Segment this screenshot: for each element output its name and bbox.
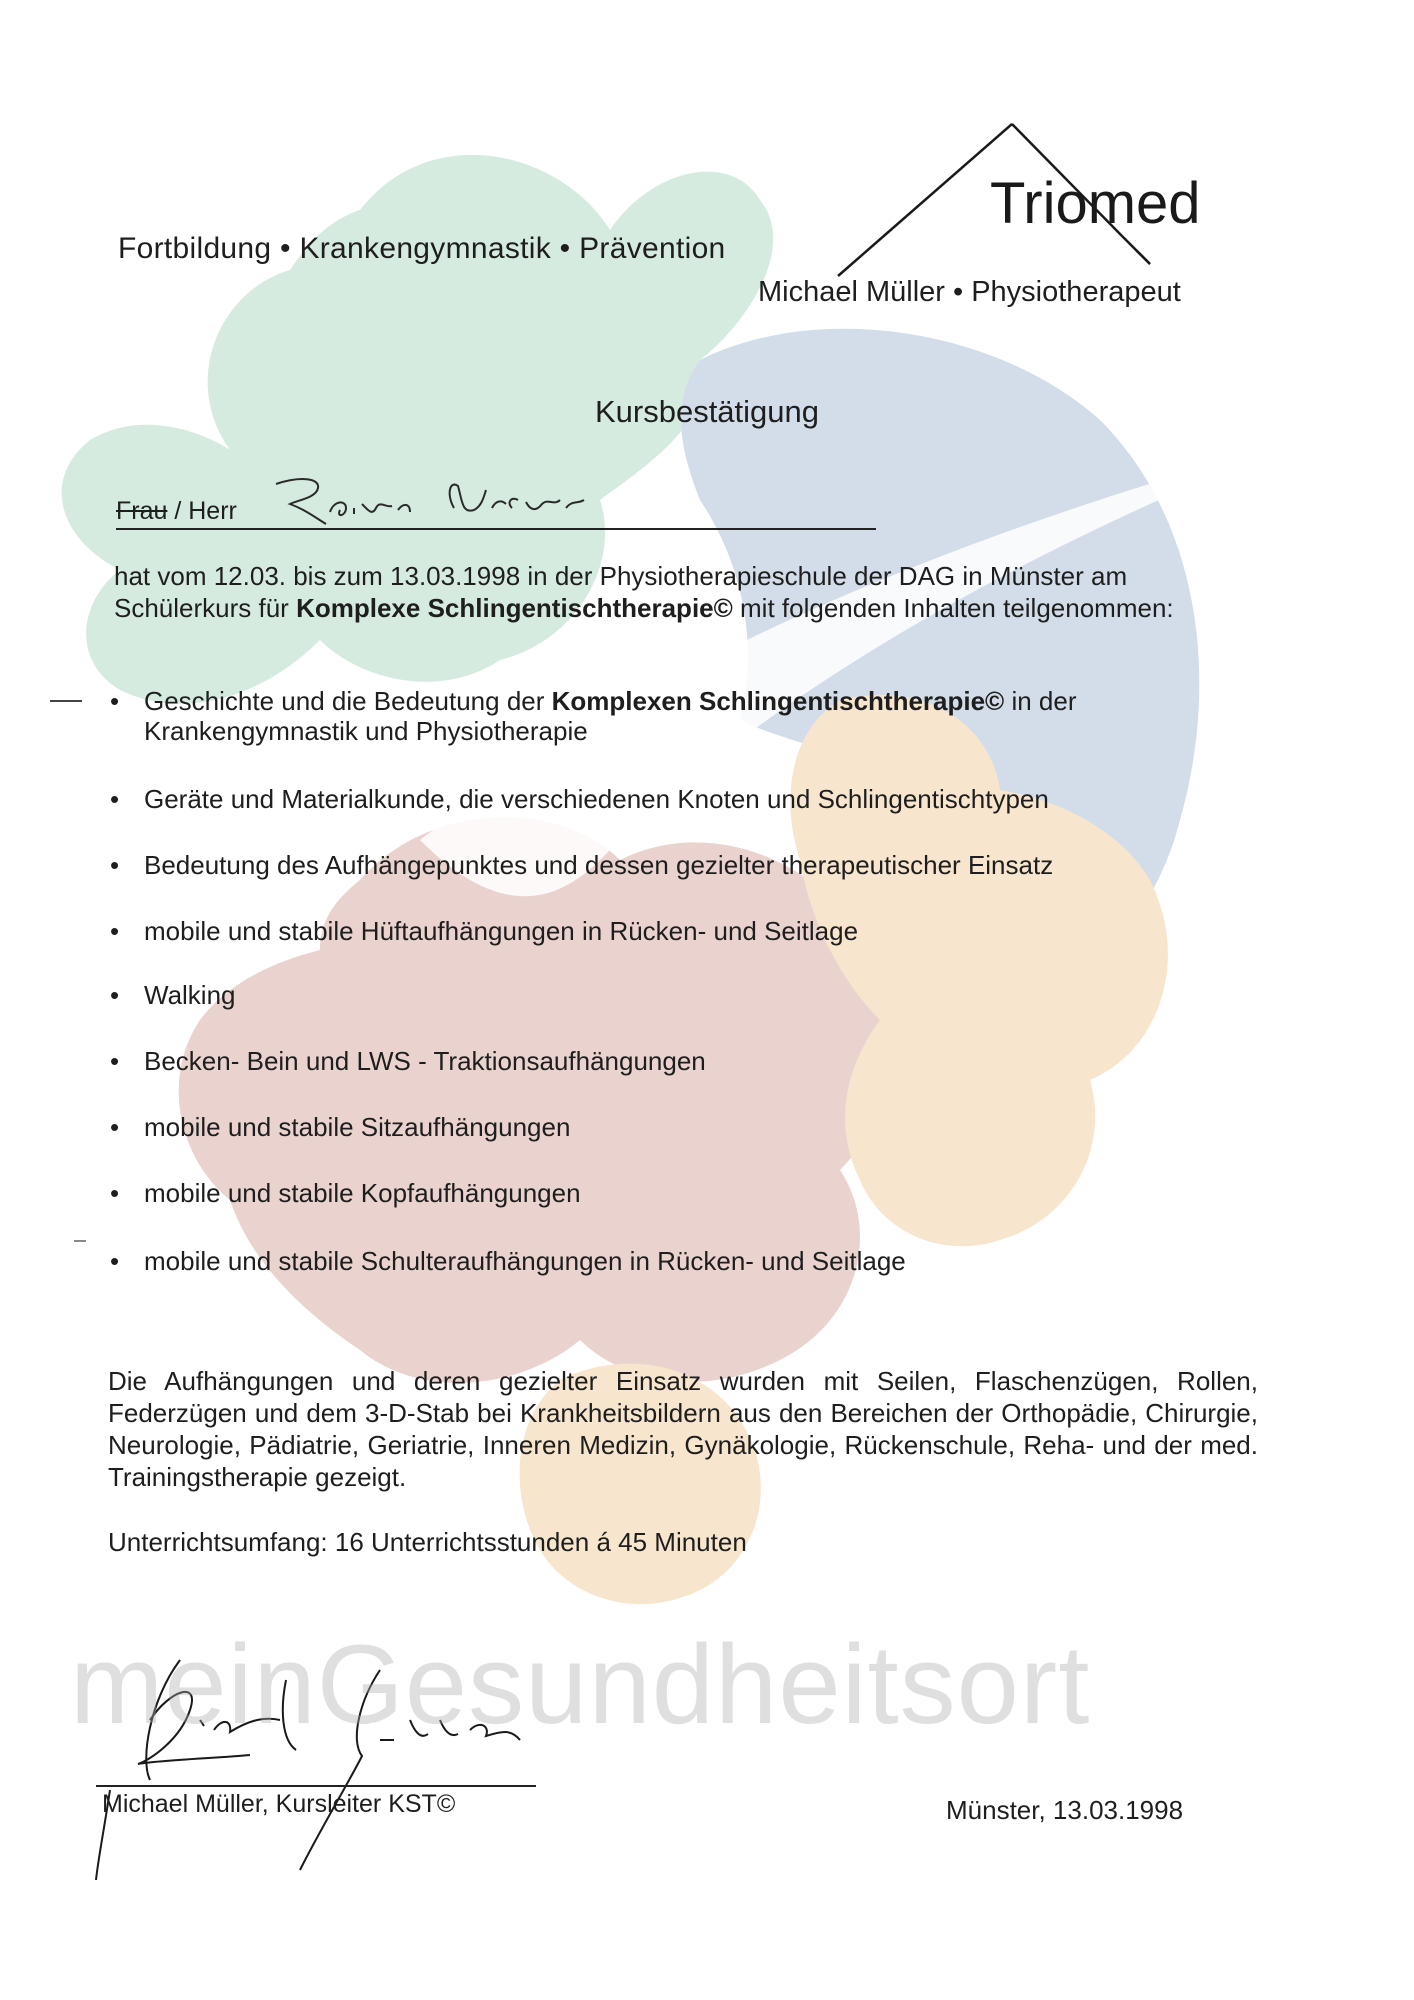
topic-5: Walking (144, 980, 236, 1010)
list-item (108, 1178, 1268, 1208)
list-item (108, 1112, 1268, 1142)
page-title-text: Kursbestätigung (594, 394, 820, 429)
topic-1-pre: Geschichte und die Bedeutung der (144, 686, 552, 716)
list-item (108, 784, 1268, 814)
list-item (108, 980, 1268, 1010)
list-item (108, 686, 1268, 746)
intro-course-name: Komplexe Schlingentischtherapie© (296, 593, 733, 623)
place-date: Münster, 13.03.1998 (946, 1795, 1184, 1825)
topic-9: mobile und stabile Schulteraufhängungen in Rücken- und Seitlage (144, 1246, 906, 1276)
salutation (116, 497, 237, 526)
header-tagline: Fortbildung • Krankengymnastik • Prävention (118, 232, 726, 265)
signature-caption: Michael Müller, Kursleiter KST© (102, 1790, 456, 1818)
topic-2: Geräte und Materialkunde, die verschiedenen Knoten und Schlingentischtypen (144, 784, 1049, 814)
topic-8: mobile und stabile Kopfaufhängungen (144, 1178, 581, 1208)
intro-part1: hat vom 12.03. bis zum 13.03.1998 in der Physiotherapieschule der DAG in Münster am Schülerkurs für (114, 561, 1128, 623)
description-paragraph: Die Aufhängungen und deren gezielter Einsatz wurden mit Seilen, Flaschenzügen, Rollen, Federzügen und dem 3-D-Stab bei Krankheitsbildern aus den Bereichen der Orthopädie, Chirurgie, Neurologie, Pädiatrie, Geriatrie, Inneren Medizin, Gynäkologie, Rückenschule, Reha- und der med. Trainingstherapie gezeigt. (108, 1366, 1258, 1492)
brand-subtitle: Michael Müller • Physiotherapeut (758, 276, 1181, 308)
list-item (108, 1046, 1268, 1076)
salutation-struck: Frau (116, 497, 168, 525)
intro-paragraph (114, 560, 1264, 624)
list-item (108, 1246, 1268, 1276)
name-underline (116, 528, 876, 530)
brand-logo-text: Triomed (990, 171, 1201, 236)
topic-1-bold: Komplexen Schlingentischtherapie© (551, 686, 1005, 716)
topic-7: mobile und stabile Sitzaufhängungen (144, 1112, 571, 1142)
signature-line (96, 1785, 536, 1787)
intro-part2: mit folgenden Inhalten teilgenommen: (732, 593, 1174, 623)
salutation-rest: / Herr (167, 497, 237, 525)
topic-list (108, 686, 1268, 1276)
topic-3: Bedeutung des Aufhängepunktes und dessen gezielter therapeutischer Einsatz (144, 850, 1054, 880)
margin-mark (74, 1240, 86, 1242)
watermark: meinGesundheitsort (70, 1622, 1091, 1747)
topic-6: Becken- Bein und LWS - Traktionsaufhängungen (144, 1046, 706, 1076)
course-hours: Unterrichtsumfang: 16 Unterrichtsstunden á 45 Minuten (108, 1527, 747, 1557)
topic-4: mobile und stabile Hüftaufhängungen in Rücken- und Seitlage (144, 916, 859, 946)
list-item (108, 850, 1268, 880)
list-item (108, 916, 1268, 946)
margin-mark (50, 700, 82, 702)
topic-1-post: in der Krankengymnastik und Physiotherapie (144, 686, 1077, 746)
page-title (0, 394, 1414, 430)
